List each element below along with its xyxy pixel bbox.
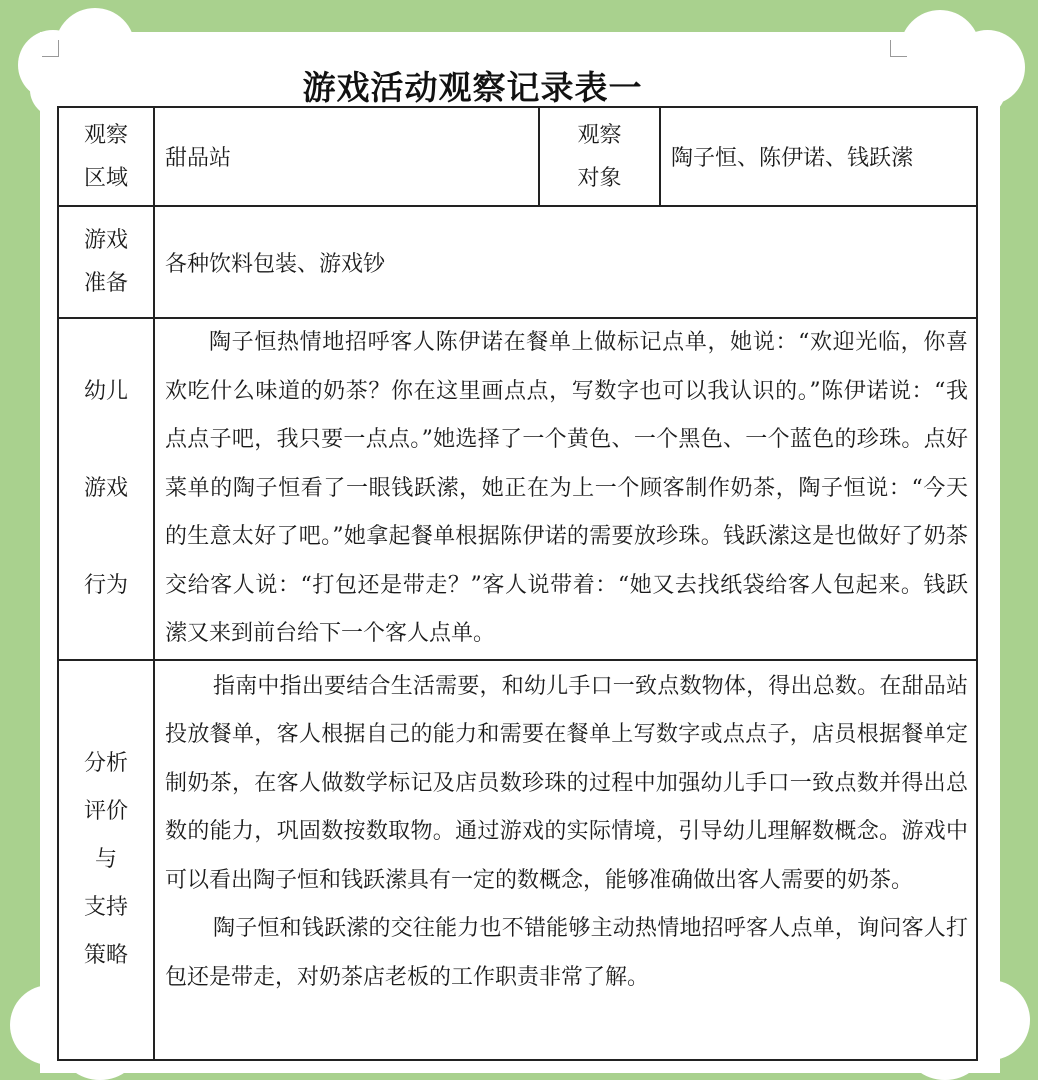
- subjects-value: 陶子恒、陈伊诺、钱跃潆: [660, 107, 977, 206]
- behavior-label: 幼儿 游戏 行为: [58, 318, 154, 660]
- corner-mark-right: [890, 40, 907, 57]
- analysis-paragraph-1: 指南中指出要结合生活需要，和幼儿手口一致点数物体，得出总数。在甜品站投放餐单，客人根据自己的能力和需要在餐单上写数字或点点子，店员根据餐单定制奶茶，在客人做数学标记及店员数珍珠的过程中加强幼儿手口一致点数并得出总数的能力，巩固数按数取物。通过游戏的实际情境，引导幼儿理解数概念。游戏中可以看出陶子恒和钱跃潆具有一定的数概念，能够准确做出客人需要的奶茶。: [165, 673, 968, 893]
- area-value: 甜品站: [154, 107, 539, 206]
- analysis-paragraph-2: 陶子恒和钱跃潆的交往能力也不错能够主动热情地招呼客人点单，询问客人打包还是带走，对奶茶店老板的工作职责非常了解。: [165, 916, 968, 990]
- preparation-value: 各种饮料包装、游戏钞: [154, 206, 977, 318]
- corner-mark-left: [42, 40, 59, 57]
- preparation-label: 游戏 准备: [58, 206, 154, 318]
- row-analysis: [58, 660, 977, 1060]
- row-preparation: [58, 206, 977, 318]
- behavior-text-cell: [154, 318, 977, 660]
- analysis-label: 分析 评价 与 支持 策略: [58, 660, 154, 1060]
- subjects-label: 观察 对象: [539, 107, 660, 206]
- area-label: 观察 区域: [58, 107, 154, 206]
- observation-record-table: [57, 106, 978, 1061]
- analysis-text-cell: [154, 660, 977, 1060]
- row-behavior: [58, 318, 977, 660]
- row-area-subjects: [58, 107, 977, 206]
- page-title: 游戏活动观察记录表一: [302, 68, 643, 107]
- behavior-text: 陶子恒热情地招呼客人陈伊诺在餐单上做标记点单，她说：“欢迎光临，你喜欢吃什么味道的奶茶？你在这里画点点，写数字也可以我认识的。”陈伊诺说：“我点点子吧，我只要一点点。”她选择了一个黄色、一个黑色、一个蓝色的珍珠。点好菜单的陶子恒看了一眼钱跃潆，她正在为上一个顾客制作奶茶，陶子恒说：“今天的生意太好了吧。”她拿起餐单根据陈伊诺的需要放珍珠。钱跃潆这是也做好了奶茶交给客人说：“打包还是带走？”客人说带着：“她又去找纸袋给客人包起来。钱跃潆又来到前台给下一个客人点单。: [165, 330, 968, 646]
